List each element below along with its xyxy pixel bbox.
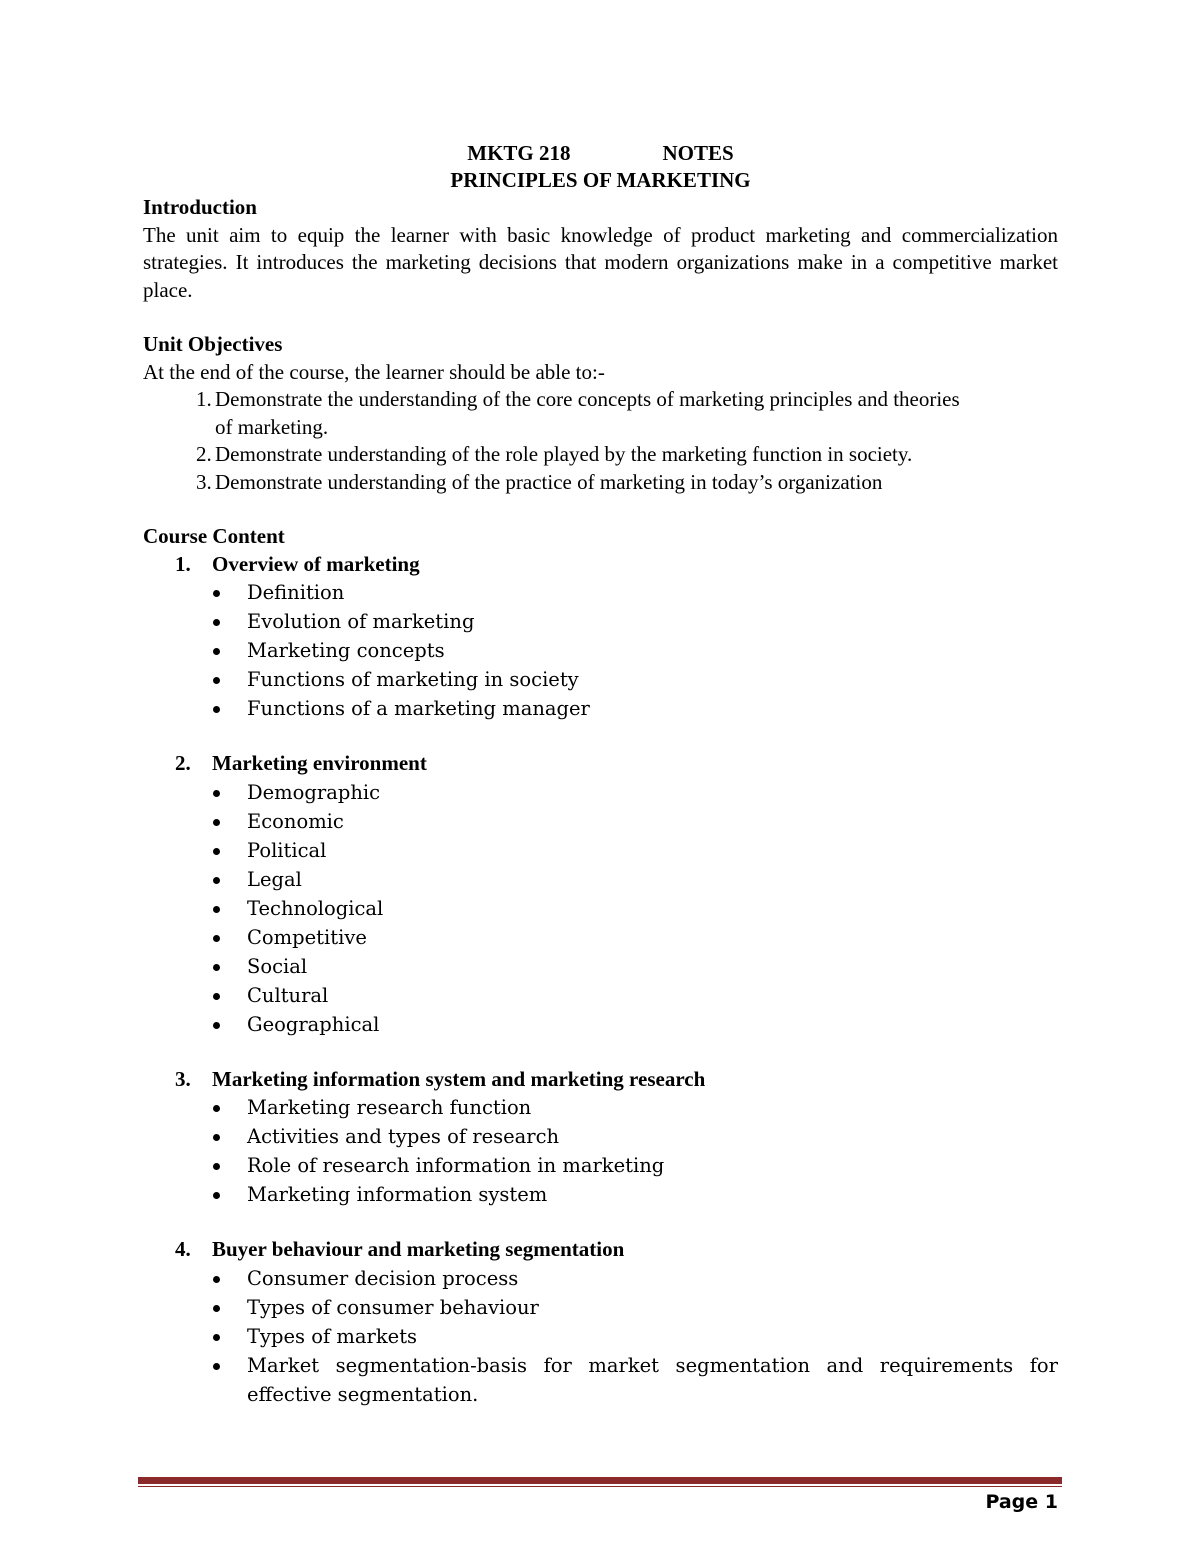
- bullet-text: Social: [247, 954, 308, 978]
- section-title: [143, 551, 1058, 579]
- objective-item: [143, 469, 1058, 497]
- bullet-icon: [213, 819, 220, 826]
- bullet-icon: [213, 619, 220, 626]
- bullet-item: [143, 865, 1058, 894]
- bullet-icon: [213, 790, 220, 797]
- bullet-item: [143, 778, 1058, 807]
- objectives-heading: Unit Objectives: [143, 332, 283, 356]
- bullet-text: Marketing research function: [247, 1096, 532, 1119]
- document-title: PRINCIPLES OF MARKETING: [450, 168, 751, 192]
- bullet-text: Types of markets: [247, 1324, 418, 1348]
- bullet-text: Market segmentation-basis for market segmentation and requirements for effective segmentation.: [247, 1353, 1058, 1406]
- bullet-text: Geographical: [247, 1012, 380, 1036]
- bullet-icon: [213, 906, 220, 913]
- bullet-text: Definition: [247, 581, 345, 604]
- bullet-item: [143, 1322, 1058, 1351]
- section-number: 4.: [175, 1237, 191, 1261]
- objective-number: 1.: [196, 387, 212, 411]
- objective-text: Demonstrate the understanding of the core concepts of marketing principles and theories: [215, 387, 960, 411]
- introduction-heading: Introduction: [143, 195, 257, 219]
- introduction-text: The unit aim to equip the learner with basic knowledge of product marketing and commercialization strategies. It introduces the marketing decisions that modern organizations make in a competitive market place.: [143, 222, 1058, 302]
- bullet-item: [143, 1293, 1058, 1322]
- bullet-icon: [213, 935, 220, 942]
- bullet-text: Consumer decision process: [247, 1266, 519, 1290]
- bullet-item: [143, 665, 1058, 694]
- bullet-item: [143, 1264, 1058, 1293]
- bullet-icon: [213, 964, 220, 971]
- course-content-heading: Course Content: [143, 524, 285, 548]
- bullet-icon: [213, 590, 220, 597]
- bullet-icon: [213, 1022, 220, 1029]
- bullet-icon: [213, 1192, 220, 1199]
- footer-rule-thin: [138, 1486, 1062, 1487]
- doc-type: NOTES: [662, 141, 734, 165]
- bullet-item: [143, 1351, 1058, 1409]
- section-bullet-list: [143, 578, 1058, 723]
- section-title: [143, 1236, 1058, 1264]
- section-title: [143, 750, 1058, 778]
- bullet-icon: [213, 706, 220, 713]
- bullet-text: Marketing concepts: [247, 639, 445, 662]
- bullet-item: [143, 894, 1058, 923]
- section-bullet-list: [143, 778, 1058, 1039]
- page-content: [143, 140, 1058, 1409]
- bullet-text: Functions of a marketing manager: [247, 697, 590, 720]
- footer-rule: [138, 1477, 1062, 1484]
- bullet-item: [143, 636, 1058, 665]
- bullet-text: Competitive: [247, 925, 367, 949]
- objective-number: 3.: [196, 469, 212, 494]
- section-title-text: Buyer behaviour and marketing segmentation: [212, 1237, 625, 1261]
- bullet-text: Demographic: [247, 780, 381, 804]
- section-bullet-list: [143, 1264, 1058, 1409]
- bullet-item: [143, 952, 1058, 981]
- bullet-text: Activities and types of research: [247, 1125, 560, 1148]
- bullet-icon: [213, 1334, 220, 1341]
- objective-number: 2.: [196, 442, 212, 466]
- objectives-lead: At the end of the course, the learner should be able to:-: [143, 359, 605, 384]
- objective-text: Demonstrate understanding of the role played by the marketing function in society.: [215, 442, 913, 466]
- section-title: [143, 1066, 1058, 1094]
- bullet-item: [143, 694, 1058, 723]
- page-number: Page 1: [985, 1491, 1058, 1513]
- bullet-icon: [213, 1134, 220, 1141]
- bullet-item: [143, 578, 1058, 607]
- section-title-text: Marketing information system and marketing research: [212, 1066, 706, 1091]
- bullet-icon: [213, 1305, 220, 1312]
- bullet-text: Legal: [247, 867, 302, 891]
- bullet-item: [143, 1151, 1058, 1180]
- bullet-icon: [213, 1105, 220, 1112]
- objective-item: [143, 441, 1058, 469]
- bullet-text: Cultural: [247, 983, 329, 1007]
- bullet-icon: [213, 677, 220, 684]
- section-title-text: Overview of marketing: [212, 551, 420, 576]
- bullet-icon: [213, 877, 220, 884]
- bullet-text: Marketing information system: [247, 1183, 548, 1206]
- bullet-item: [143, 981, 1058, 1010]
- section-bullet-list: [143, 1093, 1058, 1209]
- bullet-text: Economic: [247, 809, 344, 833]
- bullet-text: Types of consumer behaviour: [247, 1295, 539, 1319]
- bullet-text: Evolution of marketing: [247, 610, 475, 633]
- bullet-text: Functions of marketing in society: [247, 668, 579, 691]
- bullet-icon: [213, 1163, 220, 1170]
- course-header: [143, 140, 1058, 167]
- section-title-text: Marketing environment: [212, 751, 427, 775]
- bullet-text: Role of research information in marketing: [247, 1154, 665, 1177]
- bullet-item: [143, 1122, 1058, 1151]
- bullet-icon: [213, 1363, 220, 1370]
- bullet-icon: [213, 1276, 220, 1283]
- bullet-icon: [213, 648, 220, 655]
- objectives-list: [143, 386, 1058, 496]
- section-number: 3.: [175, 1066, 191, 1091]
- bullet-text: Technological: [247, 896, 384, 920]
- bullet-item: [143, 923, 1058, 952]
- section-number: 1.: [175, 551, 191, 576]
- bullet-icon: [213, 848, 220, 855]
- bullet-item: [143, 1010, 1058, 1039]
- bullet-text: Political: [247, 838, 327, 862]
- course-code: MKTG 218: [467, 141, 571, 165]
- bullet-item: [143, 1180, 1058, 1209]
- bullet-item: [143, 807, 1058, 836]
- objective-text-continued: of marketing.: [215, 414, 329, 439]
- objective-item: [143, 386, 1058, 441]
- bullet-item: [143, 607, 1058, 636]
- section-number: 2.: [175, 751, 191, 775]
- bullet-icon: [213, 993, 220, 1000]
- objective-text: Demonstrate understanding of the practice of marketing in today’s organization: [215, 469, 883, 494]
- bullet-item: [143, 836, 1058, 865]
- bullet-item: [143, 1093, 1058, 1122]
